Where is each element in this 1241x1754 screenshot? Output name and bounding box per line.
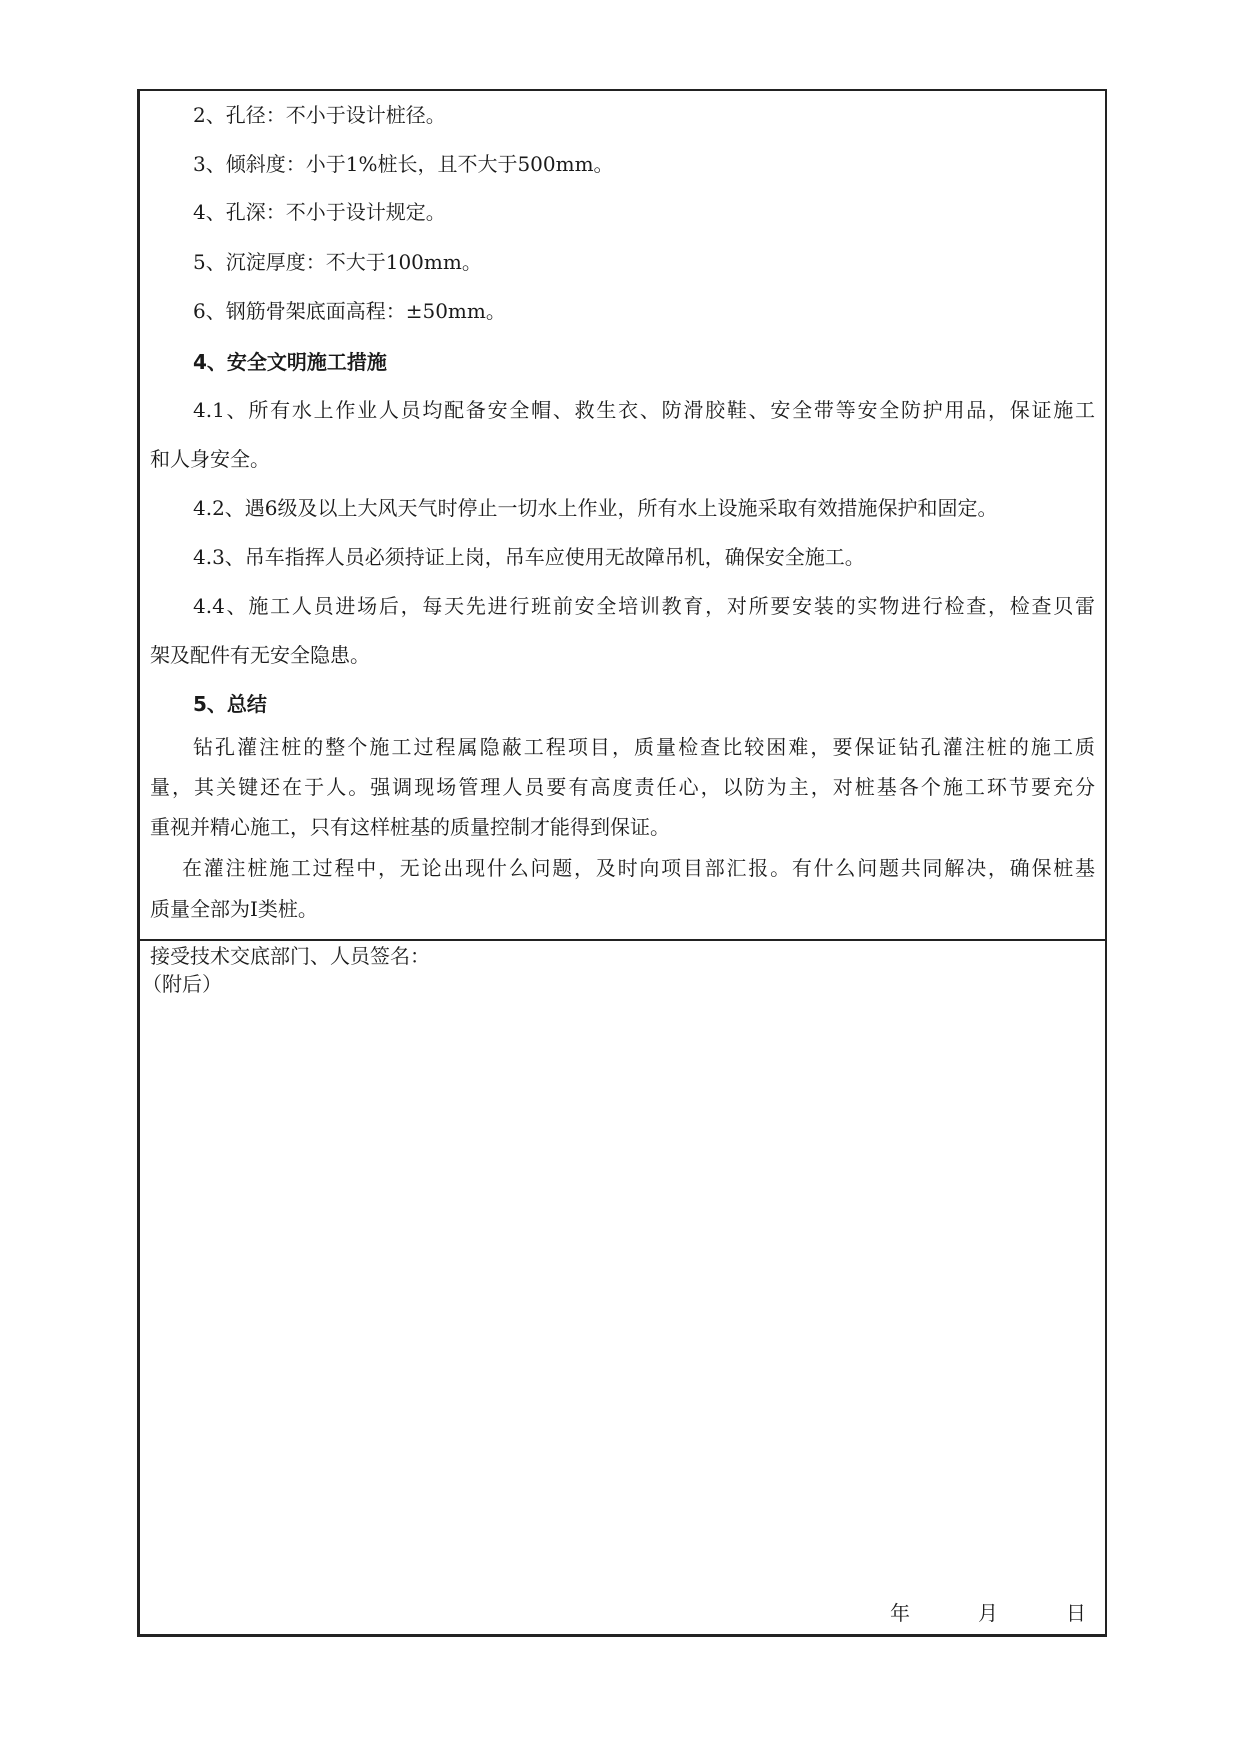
date-day: 日 [1066,1601,1086,1625]
requirement-item: 6、钢筋骨架底面高程：±50mm。 [193,299,506,323]
requirement-item: 4、孔深：不小于设计规定。 [193,200,446,224]
summary-paragraph-2: 在灌注桩施工过程中，无论出现什么问题，及时向项目部汇报。有什么问题共同解决，确保桩基 [182,856,1095,880]
safety-paragraph-1-cont: 和人身安全。 [150,447,270,471]
date-year: 年 [890,1601,910,1625]
date-month: 月 [978,1601,998,1625]
summary-paragraph-1-cont: 重视并精心施工，只有这样桩基的质量控制才能得到保证。 [150,815,670,839]
safety-paragraph-1: 4.1、所有水上作业人员均配备安全帽、救生衣、防滑胶鞋、安全带等安全防护用品，保证施工 [193,398,1095,422]
summary-paragraph-1-cont: 量，其关键还在于人。强调现场管理人员要有高度责任心，以防为主，对桩基各个施工环节要充分 [150,775,1095,799]
signature-label: 接受技术交底部门、人员签名： [150,944,430,968]
safety-paragraph-4-cont: 架及配件有无安全隐患。 [150,643,370,667]
section-divider [137,939,1107,941]
requirement-item: 5、沉淀厚度：不大于100mm。 [193,250,482,274]
requirement-item: 2、孔径：不小于设计桩径。 [193,103,446,127]
summary-paragraph-2-cont: 质量全部为Ⅰ类桩。 [150,897,318,921]
summary-heading: 5、总结 [193,692,267,716]
safety-paragraph-2: 4.2、遇6级及以上大风天气时停止一切水上作业，所有水上设施采取有效措施保护和固定。 [193,496,998,520]
signature-note: （附后） [142,972,222,996]
safety-heading: 4、安全文明施工措施 [193,350,387,374]
summary-paragraph-1: 钻孔灌注桩的整个施工过程属隐蔽工程项目，质量检查比较困难，要保证钻孔灌注桩的施工质 [193,735,1095,759]
safety-paragraph-4: 4.4、施工人员进场后，每天先进行班前安全培训教育，对所要安装的实物进行检查，检查贝雷 [193,594,1095,618]
requirement-item: 3、倾斜度：小于1%桩长，且不大于500mm。 [193,152,614,176]
safety-paragraph-3: 4.3、吊车指挥人员必须持证上岗，吊车应使用无故障吊机，确保安全施工。 [193,545,865,569]
